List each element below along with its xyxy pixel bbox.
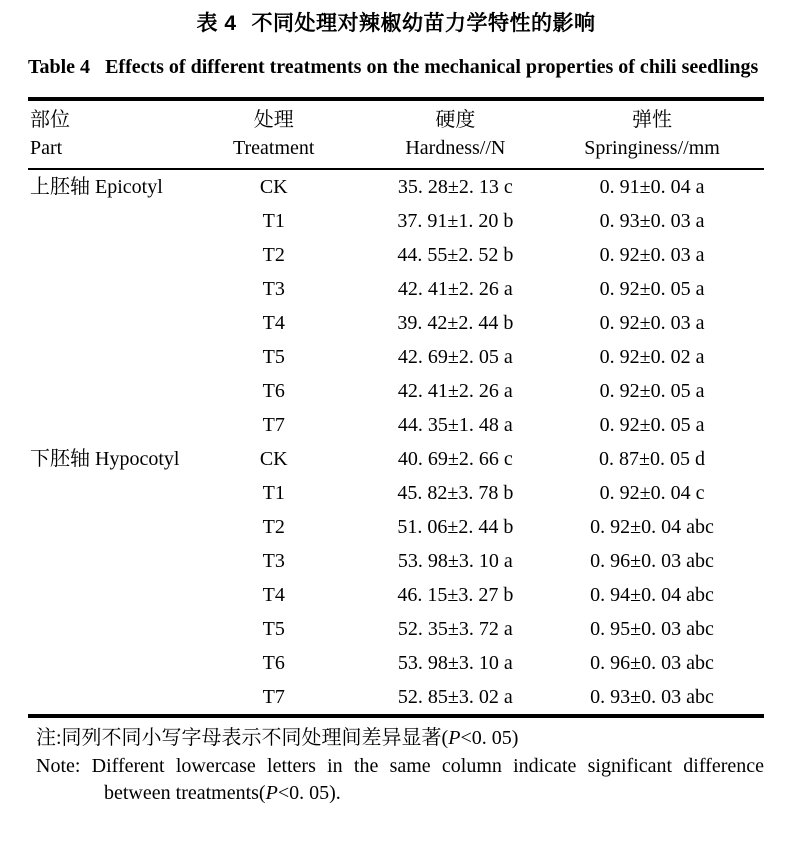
treatment-cell: T2	[262, 244, 285, 266]
table-caption-en	[28, 47, 764, 87]
footnote-zh	[36, 724, 764, 752]
springiness-cell: 0. 96±0. 03 abc	[590, 550, 714, 572]
col-header-springiness-zh: 弹性	[632, 109, 673, 131]
treatment-cell: T1	[262, 482, 285, 504]
hardness-cell: 45. 82±3. 78 b	[397, 482, 514, 504]
footnote	[36, 724, 764, 807]
col-header-springiness	[578, 101, 764, 169]
col-header-springiness-en: Springiness//mm	[584, 137, 720, 159]
treatment-cell: T3	[262, 278, 285, 300]
springiness-cell: 0. 93±0. 03 abc	[590, 686, 714, 708]
footnote-zh-text: <0. 05)	[460, 727, 519, 749]
springiness-cell: 0. 92±0. 04 abc	[590, 516, 714, 538]
treatment-cell: T1	[262, 210, 285, 232]
treatment-cell: T3	[262, 550, 285, 572]
table-body	[28, 169, 764, 714]
springiness-cell: 0. 92±0. 03 a	[599, 312, 705, 334]
col-header-hardness-zh: 硬度	[435, 109, 476, 131]
table-caption-zh	[28, 7, 764, 41]
hardness-cell: 51. 06±2. 44 b	[397, 516, 514, 538]
results-table-frame	[28, 97, 764, 718]
caption-zh-text: 不同处理对辣椒幼苗力学特性的影响	[251, 12, 596, 35]
footnote-en-text: <0. 05).	[277, 782, 341, 804]
table-row	[28, 169, 764, 204]
springiness-cell: 0. 87±0. 05 d	[599, 448, 706, 470]
part-cell: 上胚轴 Epicotyl	[30, 176, 163, 198]
springiness-cell: 0. 92±0. 05 a	[599, 278, 705, 300]
treatment-cell: T4	[262, 584, 285, 606]
footnote-en	[36, 753, 764, 807]
treatment-cell: T7	[262, 414, 285, 436]
hardness-cell: 53. 98±3. 10 a	[397, 652, 513, 674]
hardness-cell: 39. 42±2. 44 b	[397, 312, 514, 334]
table-row	[28, 442, 764, 476]
treatment-cell: T6	[262, 380, 285, 402]
springiness-cell: 0. 92±0. 02 a	[599, 346, 705, 368]
p-value-symbol: P	[265, 782, 278, 804]
springiness-cell: 0. 92±0. 04 c	[599, 482, 705, 504]
col-header-treatment-en: Treatment	[233, 137, 315, 159]
results-table	[28, 101, 764, 714]
col-header-part	[28, 101, 215, 169]
col-header-hardness	[333, 101, 578, 169]
hardness-cell: 46. 15±3. 27 b	[397, 584, 514, 606]
treatment-cell: T2	[262, 516, 285, 538]
springiness-cell: 0. 92±0. 03 a	[599, 244, 705, 266]
col-header-part-en: Part	[30, 137, 63, 159]
hardness-cell: 42. 41±2. 26 a	[397, 380, 513, 402]
header-row	[28, 101, 764, 169]
springiness-cell: 0. 92±0. 05 a	[599, 414, 705, 436]
springiness-cell: 0. 94±0. 04 abc	[590, 584, 714, 606]
treatment-cell: T6	[262, 652, 285, 674]
treatment-cell: T5	[262, 618, 285, 640]
part-cell: 下胚轴 Hypocotyl	[30, 448, 180, 470]
treatment-cell: CK	[259, 448, 288, 470]
springiness-cell: 0. 95±0. 03 abc	[590, 618, 714, 640]
caption-en-text: Effects of different treatments on the mechanical properties of chili seedlings	[105, 56, 759, 78]
treatment-cell: T5	[262, 346, 285, 368]
treatment-cell: T7	[262, 686, 285, 708]
treatment-cell: T4	[262, 312, 285, 334]
footnote-en-text: Note: Different lowercase letters in the same column indicate significant difference between treatments(	[36, 755, 764, 804]
hardness-cell: 42. 69±2. 05 a	[397, 346, 513, 368]
hardness-cell: 37. 91±1. 20 b	[397, 210, 514, 232]
col-header-treatment	[215, 101, 333, 169]
hardness-cell: 40. 69±2. 66 c	[397, 448, 513, 470]
hardness-cell: 35. 28±2. 13 c	[397, 176, 513, 198]
hardness-cell: 44. 55±2. 52 b	[397, 244, 514, 266]
hardness-cell: 42. 41±2. 26 a	[397, 278, 513, 300]
hardness-cell: 52. 85±3. 02 a	[397, 686, 513, 708]
hardness-cell: 52. 35±3. 72 a	[397, 618, 513, 640]
springiness-cell: 0. 96±0. 03 abc	[590, 652, 714, 674]
hardness-cell: 53. 98±3. 10 a	[397, 550, 513, 572]
treatment-cell: CK	[259, 176, 288, 198]
col-header-hardness-en: Hardness//N	[405, 137, 506, 159]
caption-en-label: Table 4	[28, 56, 91, 78]
springiness-cell: 0. 91±0. 04 a	[599, 176, 705, 198]
caption-zh-label: 表 4	[196, 12, 237, 35]
col-header-part-zh: 部位	[30, 109, 70, 131]
hardness-cell: 44. 35±1. 48 a	[397, 414, 513, 436]
col-header-treatment-zh: 处理	[253, 109, 294, 131]
footnote-zh-text: 注:同列不同小写字母表示不同处理间差异显著(	[36, 727, 449, 749]
p-value-symbol: P	[448, 727, 461, 749]
table-header	[28, 101, 764, 169]
springiness-cell: 0. 92±0. 05 a	[599, 380, 705, 402]
springiness-cell: 0. 93±0. 03 a	[599, 210, 705, 232]
